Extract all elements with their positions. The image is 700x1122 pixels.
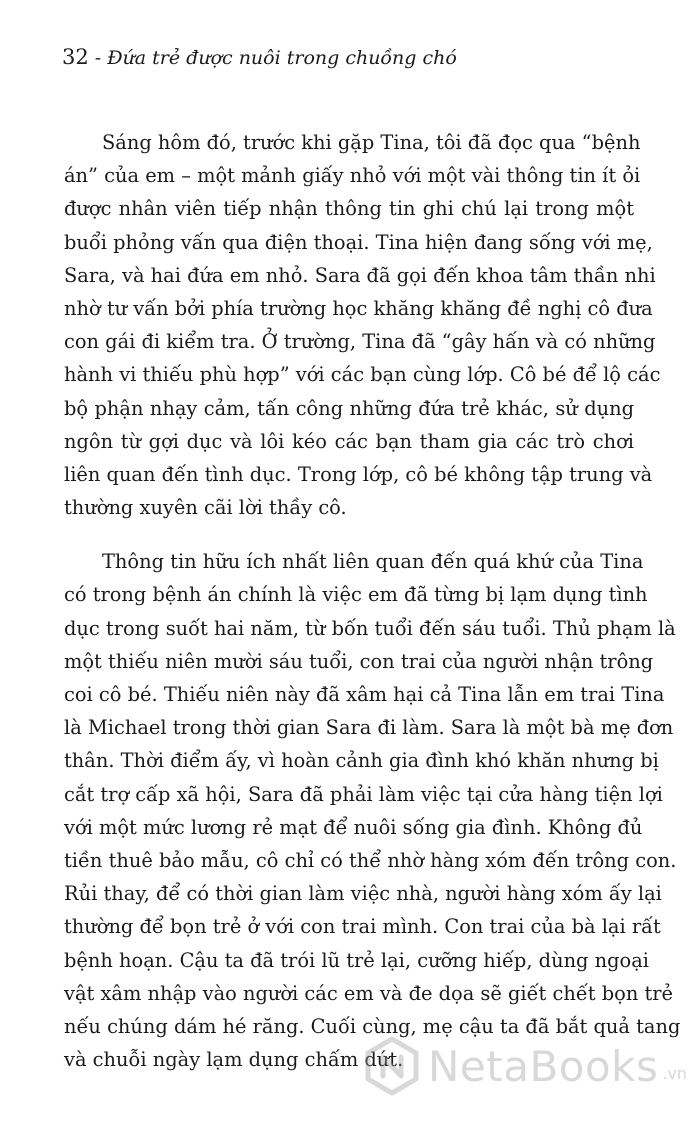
- text-line: là Michael trong thời gian Sara đi làm. Sara là một bà mẹ đơn: [64, 716, 674, 740]
- paragraph-2: [64, 545, 681, 1076]
- text-line: ngôn từ gợi dục và lôi kéo các bạn tham gia các trò chơi: [64, 429, 634, 453]
- text-line: thân. Thời điểm ấy, vì hoàn cảnh gia đình khó khăn nhưng bị: [64, 749, 659, 773]
- text-line: Thông tin hữu ích nhất liên quan đến quá khứ của Tina: [102, 550, 644, 574]
- paragraph-1: [64, 126, 661, 524]
- text-line: có trong bệnh án chính là việc em đã từng bị lạm dụng tình: [64, 583, 648, 607]
- text-line: con gái đi kiểm tra. Ở trường, Tina đã “gây hấn và có những: [64, 330, 656, 354]
- page-number: 32: [62, 45, 89, 69]
- text-line: dục trong suốt hai năm, từ bốn tuổi đến sáu tuổi. Thủ phạm là: [64, 616, 676, 640]
- watermark: [362, 1030, 687, 1102]
- text-line: bệnh hoạn. Cậu ta đã trói lũ trẻ lại, cưỡng hiếp, dùng ngoại: [64, 948, 649, 972]
- text-line: án” của em – một mảnh giấy nhỏ với một vài thông tin ít ỏi: [64, 164, 641, 188]
- running-head: [62, 44, 457, 71]
- text-line: cắt trợ cấp xã hội, Sara đã phải làm việc tại cửa hàng tiện lợi: [64, 782, 663, 806]
- text-line: với một mức lương rẻ mạt để nuôi sống gia đình. Không đủ: [64, 815, 643, 839]
- text-line: nếu chúng dám hé răng. Cuối cùng, mẹ cậu ta đã bắt quả tang: [64, 1014, 681, 1038]
- text-line: bộ phận nhạy cảm, tấn công những đứa trẻ khác, sử dụng: [64, 396, 634, 420]
- text-line: Sara, và hai đứa em nhỏ. Sara đã gọi đến khoa tâm thần nhi: [64, 263, 656, 287]
- text-line: nhờ tư vấn bởi phía trường học khăng khăng đề nghị cô đưa: [64, 296, 653, 320]
- text-line: coi cô bé. Thiếu niên này đã xâm hại cả Tina lẫn em trai Tina: [64, 683, 665, 706]
- text-line: Sáng hôm đó, trước khi gặp Tina, tôi đã đọc qua “bệnh: [102, 131, 641, 154]
- netabooks-logo-icon: [362, 1036, 422, 1096]
- text-line: thường xuyên cãi lời thầy cô.: [64, 496, 347, 520]
- text-line: hành vi thiếu phù hợp” với các bạn cùng lớp. Cô bé để lộ các: [64, 363, 661, 387]
- text-line: được nhân viên tiếp nhận thông tin ghi chú lại trong một: [64, 197, 634, 221]
- watermark-text: NetaBooks: [428, 1041, 659, 1091]
- watermark-suffix: .vn: [662, 1063, 688, 1083]
- text-line: liên quan đến tình dục. Trong lớp, cô bé không tập trung và: [64, 462, 653, 486]
- text-line: thường để bọn trẻ ở với con trai mình. Con trai của bà lại rất: [64, 915, 661, 939]
- text-line: buổi phỏng vấn qua điện thoại. Tina hiện đang sống với mẹ,: [64, 230, 653, 254]
- text-line: vật xâm nhập vào người các em và đe dọa sẽ giết chết bọn trẻ: [64, 981, 674, 1005]
- text-line: một thiếu niên mười sáu tuổi, con trai của người nhận trông: [64, 649, 654, 673]
- text-line: Rủi thay, để có thời gian làm việc nhà, người hàng xóm ấy lại: [64, 882, 662, 906]
- running-title: - Đứa trẻ được nuôi trong chuồng chó: [88, 47, 457, 69]
- text-line: tiền thuê bảo mẫu, cô chỉ có thể nhờ hàng xóm đến trông con.: [64, 848, 677, 872]
- text-line: và chuỗi ngày lạm dụng chấm dứt.: [64, 1048, 404, 1072]
